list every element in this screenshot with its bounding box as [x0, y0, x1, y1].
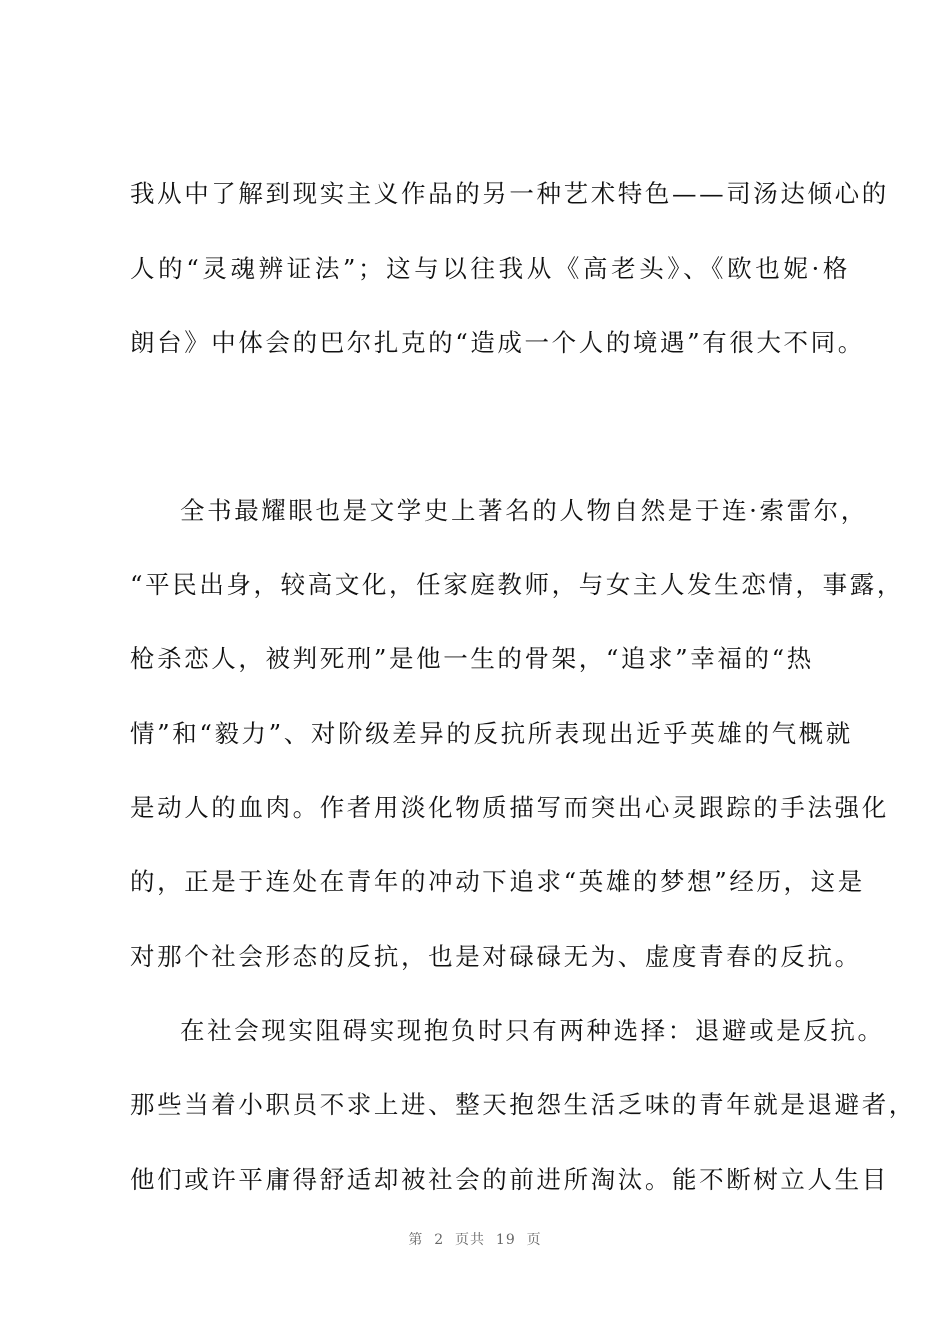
paragraph-2-line-4: 情”和“毅力”、对阶级差异的反抗所表现出近乎英雄的气概就: [130, 719, 853, 748]
paragraph-2-line-6: 的，正是于连处在青年的冲动下追求“英雄的梦想”经历，这是: [130, 867, 865, 896]
paragraph-1-line-3: 朗台》中体会的巴尔扎克的“造成一个人的境遇”有很大不同。: [130, 328, 865, 357]
paragraph-1-line-2: 人的“灵魂辨证法”；这与以往我从《高老头》、《欧也妮·格: [130, 254, 850, 283]
paragraph-1-line-1: 我从中了解到现实主义作品的另一种艺术特色——司汤达倾心的: [130, 179, 889, 208]
paragraph-3-line-3: 他们或许平庸得舒适却被社会的前进所淘汰。能不断树立人生目: [130, 1165, 889, 1194]
page-number-footer: 第 2 页共 19 页: [408, 1232, 542, 1248]
paragraph-2-line-7: 对那个社会形态的反抗，也是对碌碌无为、虚度青春的反抗。: [130, 942, 862, 971]
paragraph-3-line-1: 在社会现实阻碍实现抱负时只有两种选择：退避或是反抗。: [180, 1016, 885, 1045]
paragraph-2-line-1: 全书最耀眼也是文学史上著名的人物自然是于连·索雷尔，: [180, 496, 868, 525]
paragraph-2-line-5: 是动人的血肉。作者用淡化物质描写而突出心灵跟踪的手法强化: [130, 793, 889, 822]
paragraph-2-line-3: 枪杀恋人，被判死刑”是他一生的骨架，“追求”幸福的“热: [130, 644, 814, 673]
paragraph-3-line-2: 那些当着小职员不求上进、整天抱怨生活乏味的青年就是退避者，: [130, 1090, 916, 1119]
paragraph-2-line-2: “平民出身，较高文化，任家庭教师，与女主人发生恋情，事露，: [130, 570, 904, 599]
